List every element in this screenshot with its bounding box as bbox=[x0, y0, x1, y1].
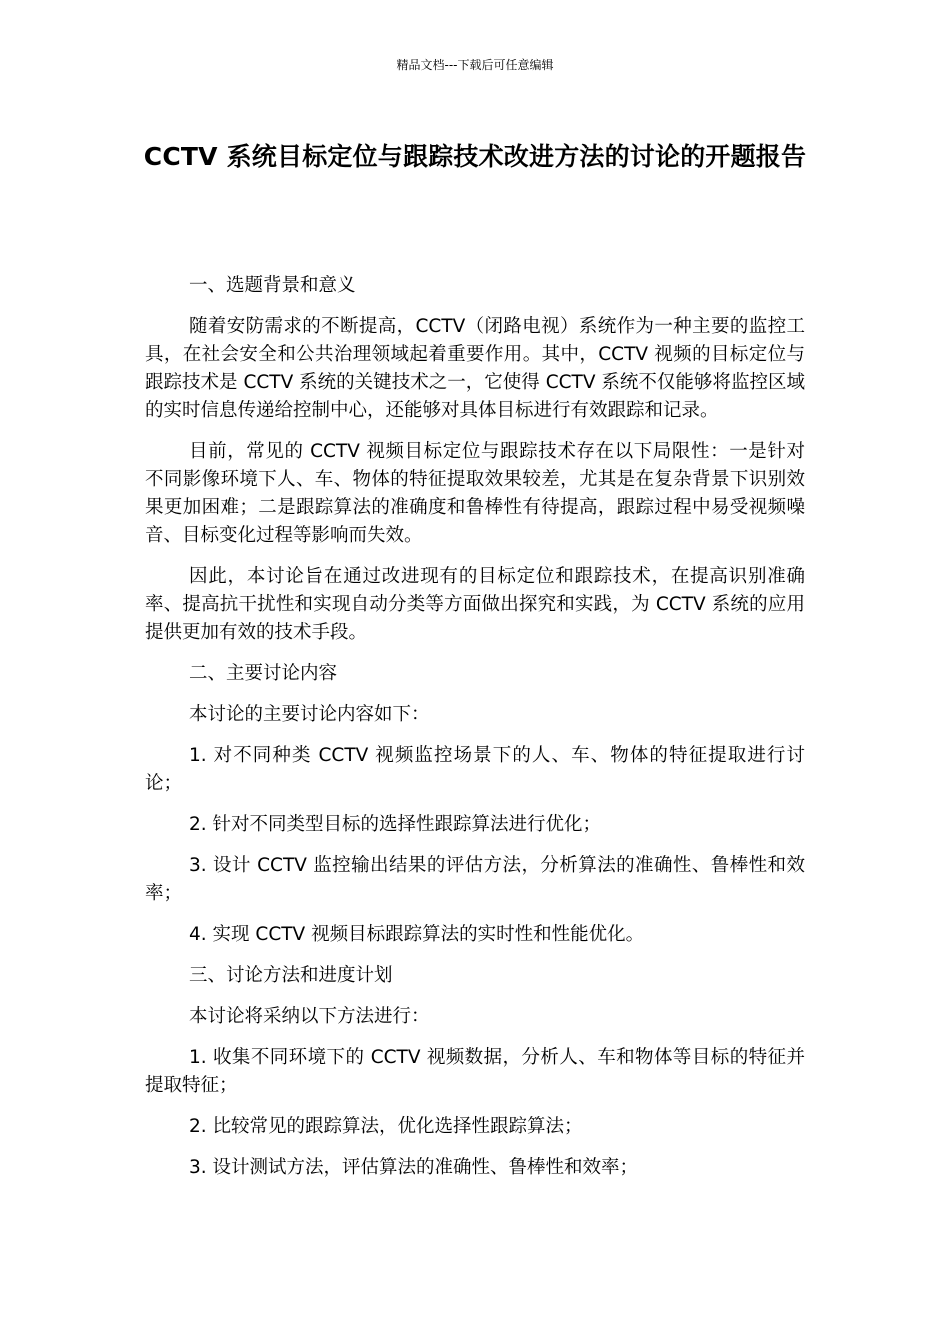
section-heading-content: 二、主要讨论内容 bbox=[189, 663, 338, 684]
list-item-method-1: 1. 收集不同环境下的 CCTV 视频数据，分析人、车和物体等目标的特征并提取特征； bbox=[145, 1047, 805, 1096]
section-heading-methods: 三、讨论方法和进度计划 bbox=[189, 965, 393, 986]
list-item-content-1: 1. 对不同种类 CCTV 视频监控场景下的人、车、物体的特征提取进行讨论； bbox=[145, 745, 805, 794]
list-item-content-3: 3. 设计 CCTV 监控输出结果的评估方法，分析算法的准确性、鲁棒性和效率； bbox=[145, 855, 805, 904]
document-body bbox=[145, 272, 805, 1195]
list-item-content-4: 4. 实现 CCTV 视频目标跟踪算法的实时性和性能优化。 bbox=[189, 924, 645, 945]
paragraph-methods-intro: 本讨论将采纳以下方法进行： bbox=[189, 1006, 430, 1027]
list-item-content-2: 2. 针对不同类型目标的选择性跟踪算法进行优化； bbox=[189, 814, 602, 835]
list-item-method-3: 3. 设计测试方法，评估算法的准确性、鲁棒性和效率； bbox=[189, 1157, 639, 1178]
section-heading-background: 一、选题背景和意义 bbox=[189, 275, 356, 296]
paragraph-background-2: 目前，常见的 CCTV 视频目标定位与跟踪技术存在以下局限性：一是针对不同影像环境下人、车、物体的特征提取效果较差，尤其是在复杂背景下识别效果更加困难；二是跟踪算法的准确度和鲁棒性有待提高，跟踪过程中易受视频噪音、目标变化过程等影响而失效。 bbox=[145, 441, 805, 546]
paragraph-content-intro: 本讨论的主要讨论内容如下： bbox=[189, 704, 430, 725]
list-item-method-2: 2. 比较常见的跟踪算法，优化选择性跟踪算法； bbox=[189, 1116, 583, 1137]
paragraph-background-3: 因此，本讨论旨在通过改进现有的目标定位和跟踪技术，在提高识别准确率、提高抗干扰性和实现自动分类等方面做出探究和实践，为 CCTV 系统的应用提供更加有效的技术手段。 bbox=[145, 566, 805, 643]
header-note: 精品文档---下载后可任意编辑 bbox=[396, 58, 554, 72]
paragraph-background-1: 随着安防需求的不断提高，CCTV（闭路电视）系统作为一种主要的监控工具，在社会安全和公共治理领域起着重要作用。其中，CCTV 视频的目标定位与跟踪技术是 CCTV 系统的关键技术之一，它使得 CCTV 系统不仅能够将监控区域的实时信息传递给控制中心，还能够对具体目标进行有效跟踪和记录。 bbox=[145, 316, 805, 421]
document-title: CCTV 系统目标定位与跟踪技术改进方法的讨论的开题报告 bbox=[143, 142, 807, 171]
